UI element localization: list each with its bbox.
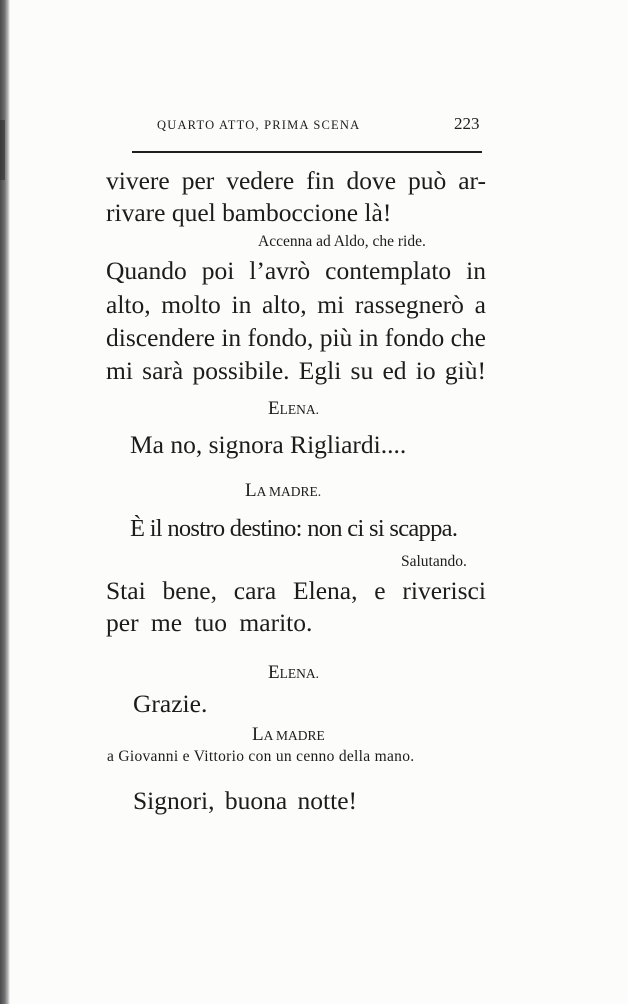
word: Stai bbox=[106, 576, 146, 605]
word: mi bbox=[106, 356, 133, 385]
speaker-initial: E bbox=[268, 662, 280, 683]
word: riverisci bbox=[402, 576, 486, 605]
word: in bbox=[231, 290, 252, 319]
word: Quando bbox=[106, 256, 187, 285]
book-binding-shadow-dark bbox=[0, 120, 5, 180]
text-line-4 bbox=[106, 290, 486, 320]
word: Egli bbox=[298, 356, 342, 385]
word: discendere bbox=[106, 323, 216, 352]
word: e bbox=[374, 576, 386, 605]
word: cara bbox=[233, 576, 277, 605]
word: vedere bbox=[226, 166, 295, 195]
word: per bbox=[181, 166, 215, 195]
word: fondo, bbox=[247, 323, 314, 352]
stage-direction: Accenna ad Aldo, che ride. bbox=[258, 233, 426, 250]
speaker-initial: L bbox=[252, 724, 264, 745]
text-line-12: Signori, buona notte! bbox=[133, 786, 358, 815]
speaker-name bbox=[252, 724, 325, 746]
stage-direction: Salutando. bbox=[401, 553, 467, 570]
word: fin bbox=[306, 166, 335, 195]
word: su bbox=[350, 356, 374, 385]
speaker-name bbox=[245, 480, 321, 502]
word: in bbox=[221, 323, 242, 352]
text-line-8: È il nostro destino: non ci si scappa. bbox=[130, 515, 458, 542]
word: contemplato bbox=[325, 256, 452, 285]
text-line-1 bbox=[106, 166, 486, 196]
word: in bbox=[358, 323, 379, 352]
word: più bbox=[319, 323, 353, 352]
speaker-initial: L bbox=[245, 480, 257, 501]
speaker-rest: A MADRE bbox=[263, 728, 325, 743]
word: fondo bbox=[384, 323, 445, 352]
word: alto, bbox=[262, 290, 307, 319]
word: rassegnerò bbox=[354, 290, 464, 319]
text-line-10: per me tuo marito. bbox=[106, 608, 313, 637]
header-rule bbox=[132, 151, 482, 153]
word: alto, bbox=[106, 290, 151, 319]
word: Elena, bbox=[293, 576, 358, 605]
text-line-9 bbox=[106, 576, 486, 606]
word: possibile. bbox=[192, 356, 290, 385]
word: poi bbox=[201, 256, 235, 285]
word: bene, bbox=[162, 576, 217, 605]
word: sarà bbox=[142, 356, 184, 385]
word: molto bbox=[161, 290, 221, 319]
text-line-3 bbox=[106, 256, 486, 286]
text-line-7: Ma no, signora Rigliardi.... bbox=[130, 430, 407, 459]
word: mi bbox=[317, 290, 345, 319]
word: io bbox=[415, 356, 436, 385]
speaker-name bbox=[268, 662, 319, 684]
speaker-rest: LENA. bbox=[279, 666, 319, 681]
word: che bbox=[450, 323, 486, 352]
text-line-6 bbox=[106, 356, 486, 386]
word: giù! bbox=[444, 356, 486, 385]
word: può bbox=[407, 166, 447, 195]
word: ed bbox=[382, 356, 407, 385]
speaker-rest: LENA. bbox=[279, 402, 319, 417]
word: in bbox=[466, 256, 486, 285]
text-line-2: rivare quel bamboccione là! bbox=[106, 198, 392, 227]
speaker-initial: E bbox=[268, 398, 280, 419]
word: dove bbox=[346, 166, 397, 195]
running-title: QUARTO ATTO, PRIMA SCENA bbox=[157, 118, 361, 132]
word: a bbox=[474, 290, 486, 319]
speaker-name bbox=[268, 398, 319, 420]
text-line-5 bbox=[106, 323, 486, 353]
stage-direction: a Giovanni e Vittorio con un cenno della mano. bbox=[107, 748, 415, 765]
word: l’avrò bbox=[249, 256, 311, 285]
word: vivere bbox=[106, 166, 170, 195]
speaker-rest: A MADRE. bbox=[256, 484, 322, 499]
page-number: 223 bbox=[454, 114, 480, 133]
word: ar- bbox=[458, 166, 486, 195]
text-line-11: Grazie. bbox=[133, 689, 208, 718]
